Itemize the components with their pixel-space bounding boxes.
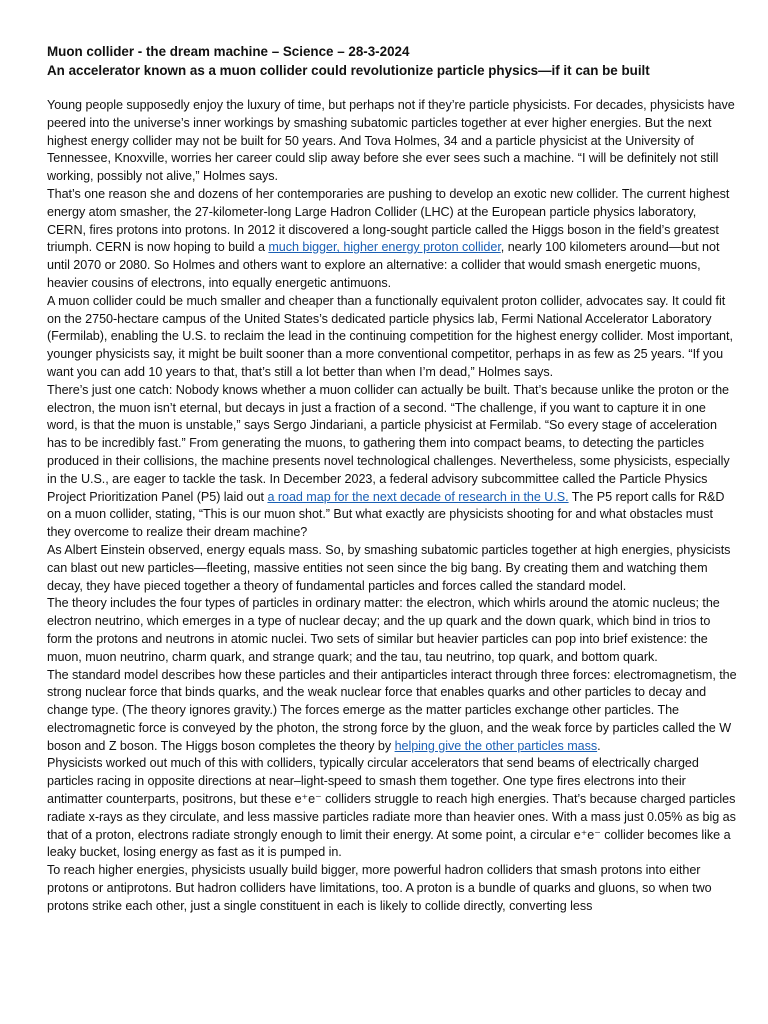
paragraph-4-text-b: The P5 report calls for R&D on a muon collider, stating, “This is our muon shot.” But what exactly are physicists shooting for and what obstacles must they overcome to realize their dream machine?: [47, 489, 725, 540]
paragraph-2-text-b: , nearly 100 kilometers around—but not until 2070 or 2080. So Holmes and others want to explore an alternative: a collider that would smash energetic muons, heavier cousins of electrons, into equally energetic antimuons.: [47, 240, 720, 290]
link-road-map[interactable]: a road map for the next decade of research in the U.S.: [267, 489, 569, 504]
spacer: [47, 80, 737, 97]
paragraph-3: A muon collider could be much smaller and cheaper than a functionally equivalent proton collider, advocates say. It could fit on the 2750-hectare campus of the United States’s dedicated particle physics lab, Fermi National Accelerator Laboratory (Fermilab), enabling the U.S. to reclaim the lead in the continuing competition for the highest energy collider. Most important, younger physicists say, it might be built sooner than a more conventional competitor, perhaps in as few as 25 years. “If you want you can add 10 years to that, that’s still a lot better than when I’m dead,” Holmes says.: [47, 293, 733, 379]
paragraph-7-text-a: The standard model describes how these particles and their antiparticles interact through three forces: electromagnetism, the strong nuclear force that binds quarks, and the weak nuclear force that enables quarks and other particles to decay and change type. (The theory ignores gravity.) The forces emerge as the matter particles exchange other particles. The electromagnetic force is conveyed by the photon, the strong force by the gluon, and the weak force by particles called the W boson and Z boson. The Higgs boson completes the theory by: [47, 667, 737, 753]
paragraph-2: [47, 186, 737, 293]
paragraph-7-text-b: .: [597, 738, 601, 753]
link-particles-mass[interactable]: helping give the other particles mass: [394, 738, 598, 753]
paragraph-7: [47, 667, 737, 756]
article-body: [47, 43, 737, 916]
paragraph-4-text-a: There’s just one catch: Nobody knows whether a muon collider can actually be built. That’s because unlike the proton or the electron, the muon isn’t eternal, but decays in just a fraction of a second. “The challenge, if you want to capture it in one word, is that the muon is unstable,” says Sergo Jindariani, a particle physicist at Fermilab. “So every stage of acceleration has to be incredibly fast.” From generating the muons, to gathering them into compact beams, to detecting the particles produced in their collisions, the machine presents novel technological challenges. Nevertheless, some physicists, especially in the U.S., are eager to tackle the task. In December 2023, a federal advisory subcommittee called the Particle Physics Project Prioritization Panel (P5) laid out: [47, 382, 730, 504]
document-subtitle: An accelerator known as a muon collider could revolutionize particle physics—if it can be built: [47, 62, 650, 78]
paragraph-1: Young people supposedly enjoy the luxury of time, but perhaps not if they’re particle physicists. For decades, physicists have peered into the universe’s inner workings by smashing subatomic particles together at ever higher energies. But the next highest energy collider may not be built for 50 years. And Tova Holmes, 34 and a particle physicist at the University of Tennessee, Knoxville, worries her career could slip away before she ever sees such a machine. “I will be definitely not still working, possibly not alive,” Holmes says.: [47, 98, 735, 184]
paragraph-2-text-a: That’s one reason she and dozens of her contemporaries are pushing to develop an exotic new collider. The current highest energy atom smasher, the 27-kilometer-long Large Hadron Collider (LHC) at the European particle physics laboratory, CERN, fires protons into protons. In 2012 it discovered a long-sought particle called the Higgs boson in the field’s greatest triumph. CERN is now hoping to build a: [47, 186, 730, 255]
paragraph-9: To reach higher energies, physicists usually build bigger, more powerful hadron colliders that smash protons into either protons or antiprotons. But hadron colliders have limitations, too. A proton is a bundle of quarks and gluons, so when two protons strike each other, just a single constituent in each is likely to collide directly, converting less: [47, 863, 712, 913]
paragraph-8: Physicists worked out much of this with colliders, typically circular accelerators that send beams of electrically charged particles racing in opposite directions at near–light-speed to smash them together. One type fires electrons into their antimatter counterparts, positrons, but these e⁺e⁻ colliders struggle to reach high energies. That’s because charged particles radiate x-rays as they circulate, and less massive particles radiate more than heavier ones. With a mass just 0.05% as big as that of a proton, electrons radiate strongly enough to limit their energy. At some point, a circular e⁺e⁻ collider becomes like a leaky bucket, losing energy as fast as it is pumped in.: [47, 756, 736, 860]
document-title: Muon collider - the dream machine – Science – 28-3-2024: [47, 44, 410, 59]
paragraph-5: As Albert Einstein observed, energy equals mass. So, by smashing subatomic particles together at high energies, physicists can blast out new particles—fleeting, massive entities not seen since the big bang. By creating them and watching them decay, they have pieced together a theory of fundamental particles and forces called the standard model.: [47, 542, 731, 593]
paragraph-6: The theory includes the four types of particles in ordinary matter: the electron, which whirls around the atomic nucleus; the electron neutrino, which emerges in a type of nuclear decay; and the up quark and the down quark, which bind in trios to form the protons and neutrons in atomic nuclei. Two sets of similar but heavier particles can pop into brief existence: the muon, muon neutrino, charm quark, and strange quark; and the tau, tau neutrino, top quark, and bottom quark.: [47, 596, 720, 664]
link-proton-collider[interactable]: much bigger, higher energy proton collider: [268, 240, 501, 255]
paragraph-4: [47, 382, 737, 542]
